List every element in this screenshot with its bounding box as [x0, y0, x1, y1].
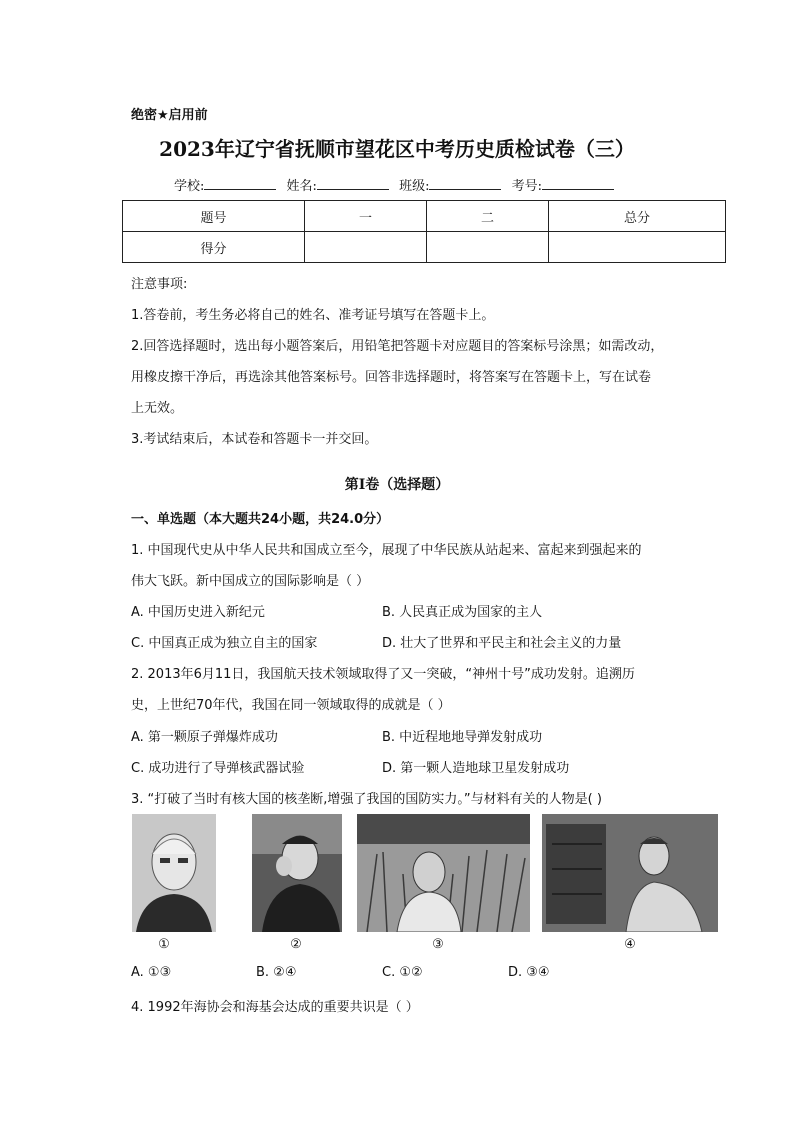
- notes-title: 注意事项:: [131, 277, 188, 292]
- note-line: 1.答卷前，考生务必将自己的姓名、准考证号填写在答题卡上。: [131, 308, 495, 323]
- portrait-photo-1: [132, 814, 216, 932]
- question-2-option-d[interactable]: D. 第一颗人造地球卫星发射成功: [382, 761, 570, 776]
- table-cell[interactable]: [549, 232, 726, 263]
- question-3-option-a[interactable]: A. ①③: [131, 965, 172, 980]
- question-1-line: 1. 中国现代史从中华人民共和国成立至今，展现了中华民族从站起来、富起来到强起来的: [131, 543, 642, 558]
- confidential-mark: 绝密★启用前: [131, 108, 208, 123]
- note-line: 用橡皮擦干净后，再选涂其他答案标号。回答非选择题时，将答案写在答题卡上，写在试卷: [131, 370, 652, 385]
- exam-title: 2023年辽宁省抚顺市望花区中考历史质检试卷（三）: [159, 137, 635, 161]
- lab-photo-4: [542, 814, 718, 932]
- table-cell: 题号: [123, 201, 305, 232]
- question-2-option-a[interactable]: A. 第一颗原子弹爆炸成功: [131, 730, 278, 745]
- question-2-option-b[interactable]: B. 中近程地地导弹发射成功: [382, 730, 543, 745]
- exam-number-field[interactable]: 考号:: [512, 175, 616, 194]
- photo-label-4: ④: [624, 937, 636, 952]
- table-cell[interactable]: [427, 232, 549, 263]
- question-3-option-d[interactable]: D. ③④: [508, 965, 550, 980]
- question-1-option-a[interactable]: A. 中国历史进入新纪元: [131, 605, 265, 620]
- part-heading: 一、单选题（本大题共24小题，共24.0分）: [131, 512, 390, 527]
- table-cell[interactable]: [305, 232, 427, 263]
- question-1-option-d[interactable]: D. 壮大了世界和平民主和社会主义的力量: [382, 636, 622, 651]
- school-field[interactable]: 学校:: [174, 175, 278, 194]
- student-info-row: [0, 175, 794, 194]
- section-title: 第Ⅰ卷（选择题）: [344, 477, 450, 493]
- question-3-option-c[interactable]: C. ①②: [382, 965, 423, 980]
- question-4-line: 4. 1992年海协会和海基会达成的重要共识是（ ）: [131, 1000, 419, 1015]
- score-table: [122, 200, 726, 263]
- note-line: 2.回答选择题时，选出每小题答案后，用铅笔把答题卡对应题目的答案标号涂黑；如需改动，: [131, 339, 664, 354]
- table-row: [123, 201, 726, 232]
- question-2-line: 2. 2013年6月11日，我国航天技术领域取得了又一突破，“神州十号”成功发射。追溯历: [131, 667, 635, 682]
- table-cell: 一: [305, 201, 427, 232]
- question-3-option-b[interactable]: B. ②④: [256, 965, 297, 980]
- photo-label-1: ①: [158, 937, 170, 952]
- photo-label-2: ②: [290, 937, 302, 952]
- question-2-line: 史，上世纪70年代，我国在同一领域取得的成就是（ ）: [131, 698, 451, 713]
- table-cell: 得分: [123, 232, 305, 263]
- photo-label-3: ③: [432, 937, 444, 952]
- question-3-line: 3. “打破了当时有核大国的核垄断,增强了我国的国防实力。”与材料有关的人物是( ): [131, 792, 602, 807]
- question-1-option-b[interactable]: B. 人民真正成为国家的主人: [382, 605, 543, 620]
- question-1-option-c[interactable]: C. 中国真正成为独立自主的国家: [131, 636, 318, 651]
- table-cell: 二: [427, 201, 549, 232]
- name-field[interactable]: 姓名:: [287, 175, 391, 194]
- question-2-option-c[interactable]: C. 成功进行了导弹核武器试验: [131, 761, 305, 776]
- field-photo-3: [357, 814, 530, 932]
- question-1-line: 伟大飞跃。新中国成立的国际影响是（ ）: [131, 574, 370, 589]
- portrait-photo-2: [252, 814, 342, 932]
- table-cell: 总分: [549, 201, 726, 232]
- class-field[interactable]: 班级:: [399, 175, 503, 194]
- note-line: 3.考试结束后，本试卷和答题卡一并交回。: [131, 432, 378, 447]
- note-line: 上无效。: [131, 401, 184, 416]
- table-row: [123, 232, 726, 263]
